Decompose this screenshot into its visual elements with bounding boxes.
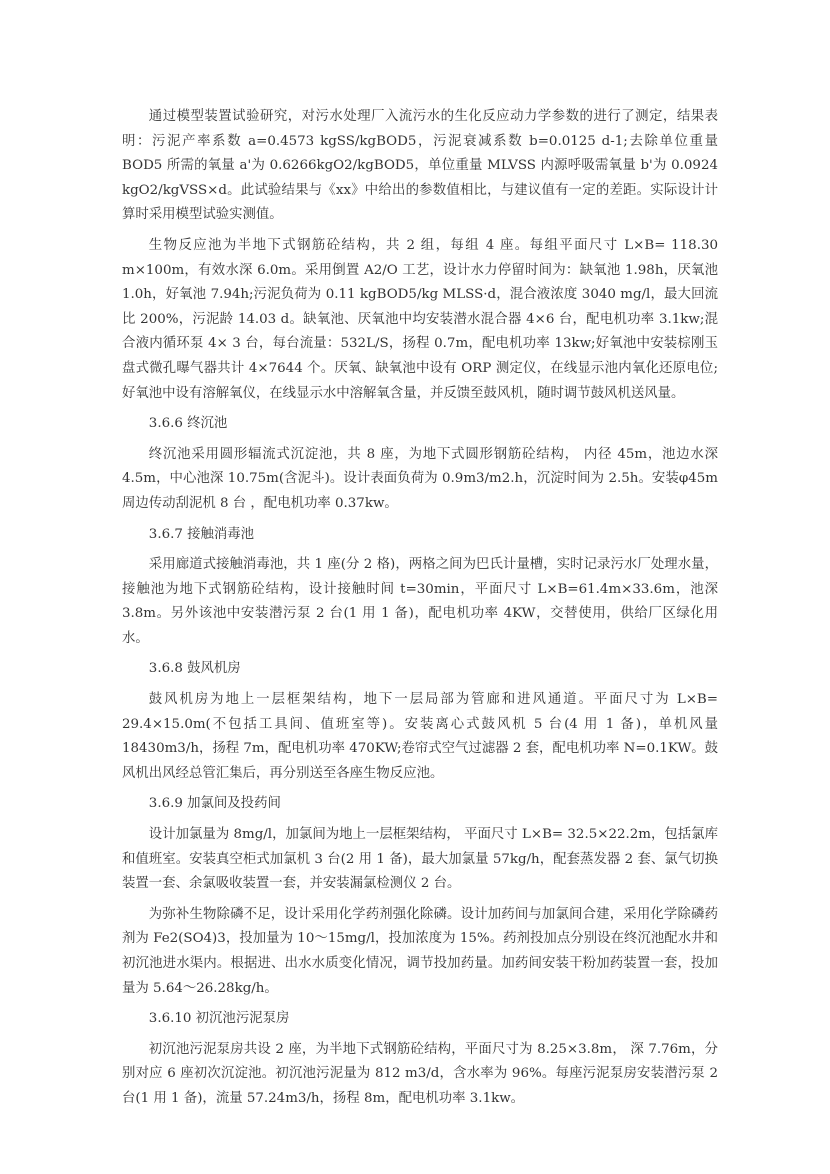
- paragraph: 设计加氯量为 8mg/l，加氯间为地上一层框架结构， 平面尺寸 L×B= 32.5×22.2m，包括氯库和值班室。安装真空柜式加氯机 3 台(2 用 1 备)，最大加氯量 57kg/h，配套蒸发器 2 套、氯气切换装置一套、余氯吸收装置一套，并安装漏氯检测仪 2 台。: [122, 827, 718, 892]
- section-heading: 3.6.6 终沉池: [148, 416, 228, 432]
- paragraph: 采用廊道式接触消毒池，共 1 座(分 2 格)，两格之间为巴氏计量槽，实时记录污水厂处理水量，接触池为地下式钢筋砼结构，设计接触时间 t=30min，平面尺寸 L×B=61.4m×33.6m，池深 3.8m。另外该池中安装潜污泵 2 台(1 用 1 备)，配电机功率 4KW，交替使用，供给厂区绿化用水。: [122, 557, 718, 646]
- paragraph: 为弥补生物除磷不足，设计采用化学药剂强化除磷。设计加药间与加氯间合建，采用化学除磷药剂为 Fe2(SO4)3，投加量为 10～15mg/l，投加浓度为 15%。药剂投加点分别设在终沉池配水井和初沉池进水渠内。根据进、出水水质变化情况，调节投加药量。加药间安装干粉加药装置一套，投加量为 5.64～26.28kg/h。: [122, 906, 718, 996]
- paragraph: 生物反应池为半地下式钢筋砼结构，共 2 组，每组 4 座。每组平面尺寸 L×B= 118.30 m×100m，有效水深 6.0m。采用倒置 A2/O 工艺，设计水力停留时间为：缺氧池 1.98h，厌氧池 1.0h，好氧池 7.94h;污泥负荷为 0.11 kgBOD5/kg MLSS·d，混合液浓度 3040 mg/l，最大回流比 200%，污泥龄 14.03 d。缺氧池、厌氧池中均安装潜水混合器 4×6 台，配电机功率 3.1kw;混合液内循环泵 4× 3 台，每台流量：532L/S，扬程 0.7m，配电机功率 13kw;好氧池中安装棕刚玉盘式微孔曝气器共计 4×7644 个。厌氧、缺氧池中设有 ORP 测定仪，在线显示池内氧化还原电位;好氧池中设有溶解氧仪，在线显示水中溶解氧含量，并反馈至鼓风机，随时调节鼓风机送风量。: [122, 237, 718, 401]
- paragraph: 终沉池采用圆形辐流式沉淀池，共 8 座，为地下式圆形钢筋砼结构， 内径 45m，池边水深 4.5m，中心池深 10.75m(含泥斗)。设计表面负荷为 0.9m3/m2.h，沉淀时间为 2.5h。安装φ45m 周边传动刮泥机 8 台 ，配电机功率 0.37kw。: [122, 446, 718, 511]
- paragraph: 通过模型装置试验研究，对污水处理厂入流污水的生化反应动力学参数的进行了测定，结果表明：污泥产率系数 a=0.4573 kgSS/kgBOD5，污泥衰减系数 b=0.0125 d-1;去除单位重量 BOD5 所需的氧量 a'为 0.6266kgO2/kgBOD5，单位重量 MLVSS 内源呼吸需氧量 b'为 0.0924 kgO2/kgVSS×d。此试验结果与《xx》中给出的参数值相比，与建议值有一定的差距。实际设计计算时采用模型试验实测值。: [122, 109, 718, 223]
- paragraph: 鼓风机房为地上一层框架结构，地下一层局部为管廊和进风通道。平面尺寸为 L×B= 29.4×15.0m(不包括工具间、值班室等)。安装离心式鼓风机 5 台(4 用 1 备)，单机风量 18430m3/h，扬程 7m，配电机功率 470KW;卷帘式空气过滤器 2 套，配电机功率 N=0.1KW。鼓风机出风经总管汇集后，再分别送至各座生物反应池。: [122, 692, 718, 781]
- section-heading: 3.6.8 鼓风机房: [148, 661, 241, 677]
- paragraph: 初沉池污泥泵房共设 2 座，为半地下式钢筋砼结构，平面尺寸为 8.25×3.8m， 深 7.76m，分别对应 6 座初次沉淀池。初沉池污泥量为 812 m3/d，含水率为 96%。每座污泥泵房安装潜污泵 2 台(1 用 1 备)，流量 57.24m3/h，扬程 8m，配电机功率 3.1kw。: [122, 1041, 718, 1106]
- section-heading: 3.6.10 初沉池污泥泵房: [148, 1011, 290, 1027]
- section-heading: 3.6.9 加氯间及投药间: [148, 796, 281, 812]
- section-heading: 3.6.7 接触消毒池: [148, 526, 255, 542]
- document-page: [122, 105, 718, 1118]
